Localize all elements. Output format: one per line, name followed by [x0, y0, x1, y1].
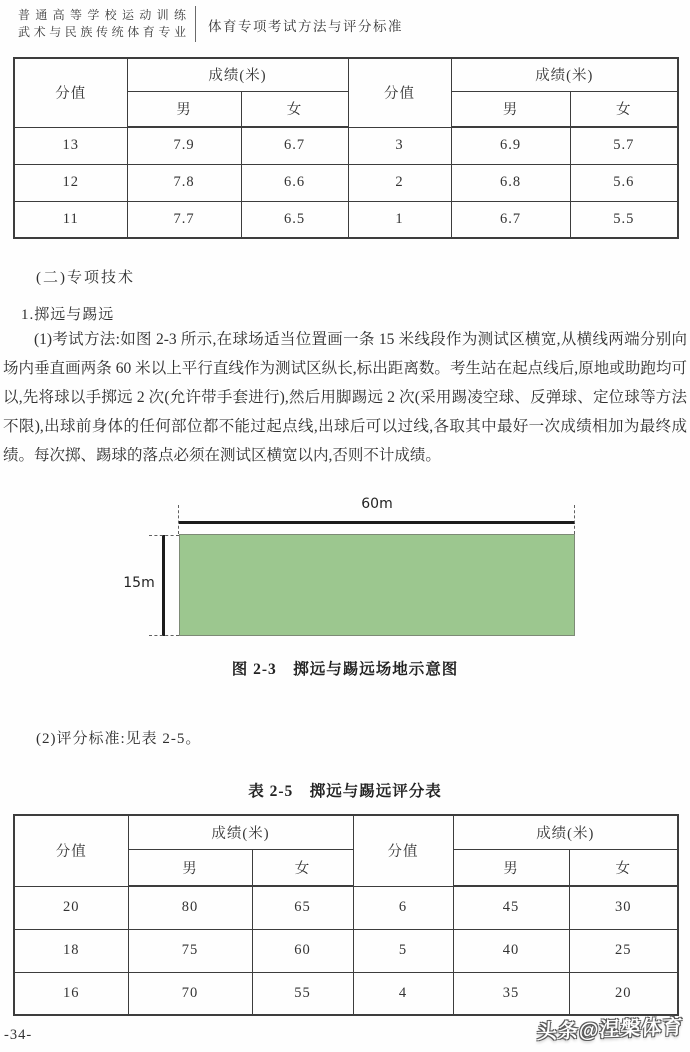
- section-subheading: 1.掷远与踢远: [21, 307, 115, 323]
- cell-female-result: 60: [252, 929, 353, 972]
- header-program-line1: 普通高等学校运动训练: [18, 8, 186, 22]
- table-row: [14, 127, 678, 164]
- cell-male-result: 35: [453, 972, 569, 1015]
- header-program-line2: 武术与民族传统体育专业: [18, 25, 186, 39]
- col-header-female: 女: [569, 849, 678, 886]
- cell-male-result: 6.9: [451, 127, 570, 164]
- header-program-name: [18, 7, 186, 41]
- cell-female-result: 30: [569, 886, 678, 929]
- cell-female-result: 6.6: [241, 164, 348, 201]
- cell-score: 3: [348, 127, 451, 164]
- table-caption: 表 2-5 掷远与踢远评分表: [248, 783, 442, 800]
- cell-female-result: 5.5: [570, 201, 678, 238]
- cell-score: 6: [353, 886, 453, 929]
- cell-score: 18: [14, 929, 128, 972]
- table-header-row: [14, 58, 678, 91]
- cell-male-result: 75: [128, 929, 252, 972]
- toutiao-watermark: 头条@涅槃体育: [537, 1016, 685, 1044]
- diagram-height-dimension-line: [162, 535, 165, 636]
- col-header-result: 成绩(米): [128, 815, 353, 849]
- cell-score: 2: [348, 164, 451, 201]
- table-row: [14, 929, 678, 972]
- table-row: [14, 972, 678, 1015]
- cell-female-result: 25: [569, 929, 678, 972]
- cell-male-result: 6.7: [451, 201, 570, 238]
- cell-female-result: 5.6: [570, 164, 678, 201]
- header-doc-title: 体育专项考试方法与评分标准: [208, 18, 403, 34]
- cell-female-result: 5.7: [570, 127, 678, 164]
- col-header-result: 成绩(米): [127, 58, 348, 91]
- header-divider: [195, 6, 196, 42]
- col-header-male: 男: [127, 91, 241, 127]
- col-header-female: 女: [570, 91, 678, 127]
- cell-female-result: 55: [252, 972, 353, 1015]
- diagram-field-area: [179, 534, 575, 636]
- figure-caption: 图 2-3 掷远与踢远场地示意图: [231, 661, 459, 678]
- cell-score: 4: [353, 972, 453, 1015]
- diagram-height-label: 15m: [123, 575, 155, 591]
- col-header-male: 男: [451, 91, 570, 127]
- cell-male-result: 80: [128, 886, 252, 929]
- field-diagram: [0, 496, 690, 654]
- cell-score: 11: [14, 201, 127, 238]
- col-header-result: 成绩(米): [453, 815, 678, 849]
- cell-male-result: 7.8: [127, 164, 241, 201]
- diagram-width-label: 60m: [361, 496, 393, 512]
- cell-female-result: 65: [252, 886, 353, 929]
- col-header-result: 成绩(米): [451, 58, 678, 91]
- method-paragraph: (1)考试方法:如图 2-3 所示,在球场适当位置画一条 15 米线段作为测试区横宽,从横线两端分别向场内垂直画两条 60 米以上平行直线作为测试区纵长,标出距离数。考生站在起点线后,原地或助跑均可以,先将球以手掷远 2 次(允许带手套进行),然后用脚踢远 2 次(采用踢凌空球、反弹球、定位球等方法不限),出球前身体的任何部位都不能过起点线,出球后可以过线,各取其中最好一次成绩相加为最终成绩。每次掷、踢球的落点必须在测试区横宽以内,否则不计成绩。: [3, 331, 687, 464]
- standards-line: (2)评分标准:见表 2-5。: [36, 731, 202, 747]
- diagram-tick-right: [574, 505, 575, 534]
- col-header-female: 女: [252, 849, 353, 886]
- col-header-female: 女: [241, 91, 348, 127]
- diagram-tick-left: [178, 505, 179, 534]
- cell-score: 12: [14, 164, 127, 201]
- col-header-male: 男: [128, 849, 252, 886]
- diagram-tick-top: [149, 535, 179, 536]
- diagram-width-dimension-line: [179, 521, 575, 524]
- section-heading: (二)专项技术: [36, 270, 135, 286]
- score-table-lower: [13, 814, 679, 1016]
- page-number: -34-: [4, 1027, 33, 1043]
- cell-female-result: 6.5: [241, 201, 348, 238]
- table-row: [14, 201, 678, 238]
- score-table-upper: [13, 57, 679, 239]
- cell-female-result: 6.7: [241, 127, 348, 164]
- col-header-score: 分值: [353, 815, 453, 886]
- table-row: [14, 886, 678, 929]
- cell-male-result: 40: [453, 929, 569, 972]
- cell-score: 20: [14, 886, 128, 929]
- cell-male-result: 6.8: [451, 164, 570, 201]
- cell-male-result: 45: [453, 886, 569, 929]
- cell-score: 16: [14, 972, 128, 1015]
- diagram-tick-bottom: [149, 635, 179, 636]
- cell-female-result: 20: [569, 972, 678, 1015]
- cell-male-result: 70: [128, 972, 252, 1015]
- col-header-score: 分值: [348, 58, 451, 127]
- page-header: [18, 6, 403, 42]
- table-header-row: [14, 815, 678, 849]
- col-header-male: 男: [453, 849, 569, 886]
- col-header-score: 分值: [14, 58, 127, 127]
- cell-score: 1: [348, 201, 451, 238]
- table-row: [14, 164, 678, 201]
- cell-male-result: 7.7: [127, 201, 241, 238]
- cell-male-result: 7.9: [127, 127, 241, 164]
- cell-score: 5: [353, 929, 453, 972]
- col-header-score: 分值: [14, 815, 128, 886]
- cell-score: 13: [14, 127, 127, 164]
